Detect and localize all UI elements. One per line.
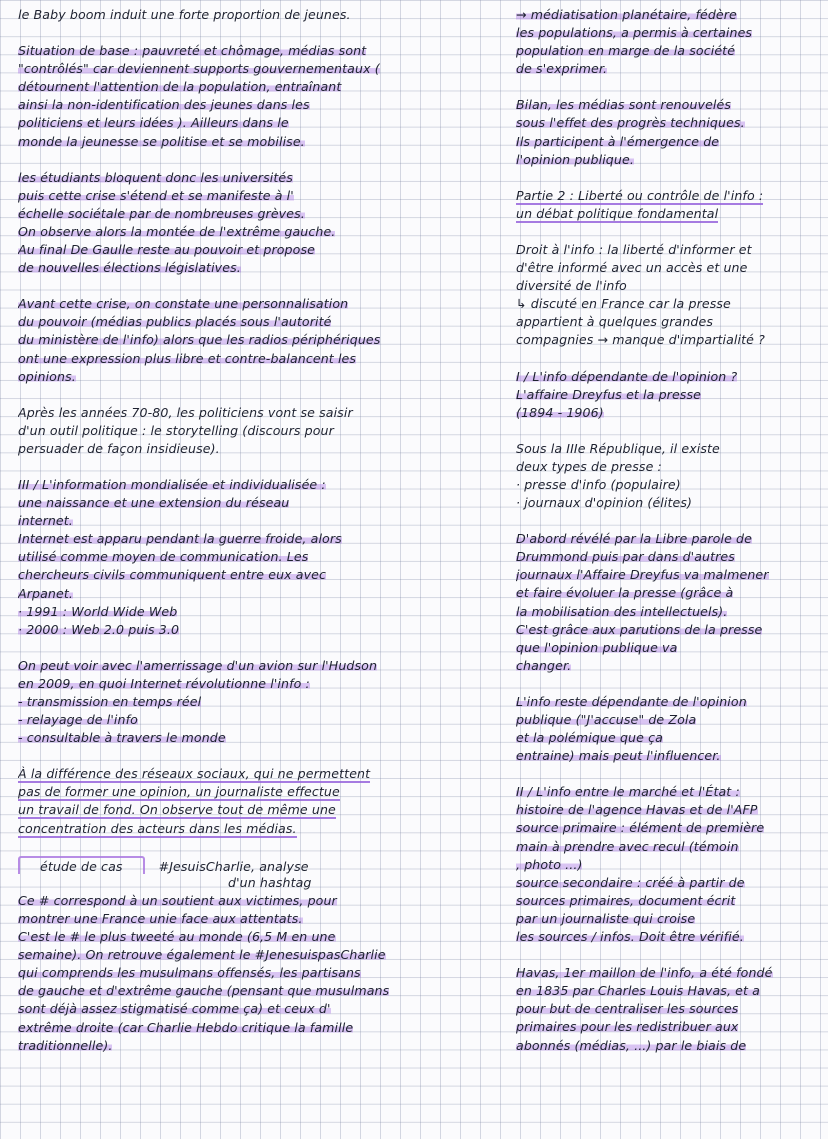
- text-line: que l'opinion publique va: [516, 639, 678, 655]
- text-line: ↳ discuté en France car la presse: [516, 296, 731, 312]
- text-line: persuader de façon insidieuse).: [18, 440, 220, 456]
- text-line: de s'exprimer.: [516, 61, 608, 77]
- case-study-block: [18, 856, 410, 1055]
- text-line: détournent l'attention de la population, entraînant: [18, 79, 342, 95]
- text-line: traditionnelle).: [18, 1037, 113, 1053]
- left-paragraph: [18, 6, 410, 24]
- right-paragraph: [516, 96, 816, 168]
- text-line: et la polémique que ça: [516, 730, 663, 746]
- text-line: utilisé comme moyen de communication. Les: [18, 549, 309, 565]
- right-paragraph: [516, 241, 816, 350]
- text-line: Drummond puis par dans d'autres: [516, 549, 735, 565]
- case-study-title: #JesuisCharlie, analyse: [158, 858, 309, 874]
- right-paragraph: [516, 6, 816, 78]
- text-line: par un journaliste qui croise: [516, 910, 696, 926]
- text-line: On observe alors la montée de l'extrême gauche.: [18, 223, 336, 239]
- text-line: une naissance et une extension du réseau: [18, 495, 290, 511]
- text-line: un débat politique fondamental: [516, 205, 719, 221]
- text-line: sources primaires, document écrit: [516, 892, 736, 908]
- text-line: compagnies → manque d'impartialité ?: [516, 332, 765, 348]
- text-line: diversité de l'info: [516, 278, 627, 294]
- text-line: À la différence des réseaux sociaux, qui ne permettent: [18, 766, 371, 782]
- text-line: Après les années 70-80, les politiciens vont se saisir: [18, 404, 353, 420]
- text-line: extrême droite (car Charlie Hebdo critique la famille: [18, 1019, 354, 1035]
- text-line: la mobilisation des intellectuels).: [516, 603, 728, 619]
- text-line: journaux l'Affaire Dreyfus va malmener: [516, 567, 769, 583]
- text-line: concentration des acteurs dans les médias.: [18, 820, 297, 836]
- text-line: Ils participent à l'émergence de: [516, 133, 720, 149]
- text-line: pas de former une opinion, un journaliste effectue: [18, 784, 340, 800]
- text-line: · 2000 : Web 2.0 puis 3.0: [18, 621, 180, 637]
- text-line: internet.: [18, 513, 73, 529]
- text-line: politiciens et leurs idées ). Ailleurs dans le: [18, 115, 289, 131]
- left-column: [18, 6, 410, 1073]
- text-line: changer.: [516, 657, 572, 673]
- text-line: et faire évoluer la presse (grâce à: [516, 585, 734, 601]
- text-line: C'est grâce aux parutions de la presse: [516, 621, 763, 637]
- case-study-subtitle: d'un hashtag: [228, 874, 312, 890]
- text-line: III / L'information mondialisée et individualisée :: [18, 476, 326, 492]
- text-line: Havas, 1er maillon de l'info, a été fondé: [516, 965, 773, 981]
- text-line: II / L'info entre le marché et l'État :: [516, 784, 740, 800]
- text-line: I / L'info dépendante de l'opinion ?: [516, 368, 738, 384]
- text-line: les populations, a permis à certaines: [516, 25, 753, 41]
- text-line: · 1991 : World Wide Web: [18, 603, 178, 619]
- left-paragraph: [18, 295, 410, 385]
- text-line: les sources / infos. Doit être vérifié.: [516, 929, 744, 945]
- text-line: source primaire : élément de première: [516, 820, 765, 836]
- right-paragraph: [516, 440, 816, 512]
- text-line: chercheurs civils communiquent entre eux avec: [18, 567, 327, 583]
- text-line: primaires pour les redistribuer aux: [516, 1019, 739, 1035]
- text-line: - relayage de l'info: [18, 712, 138, 728]
- right-paragraph: [516, 693, 816, 765]
- text-line: les étudiants bloquent donc les universités: [18, 169, 293, 185]
- text-line: C'est le # le plus tweeté au monde (6,5 M en une: [18, 929, 336, 945]
- text-line: du ministère de l'info) alors que les radios périphériques: [18, 332, 381, 348]
- right-column: [516, 6, 816, 1073]
- text-line: l'opinion publique.: [516, 151, 634, 167]
- text-line: montrer une France unie face aux attentats.: [18, 910, 303, 926]
- text-line: - transmission en temps réel: [18, 694, 202, 709]
- text-line: publique ("J'accuse" de Zola: [516, 712, 697, 727]
- text-line: Avant cette crise, on constate une personnalisation: [18, 296, 349, 312]
- text-line: Sous la IIIe République, il existe: [516, 440, 720, 456]
- text-line: L'info reste dépendante de l'opinion: [516, 693, 747, 709]
- text-line: → médiatisation planétaire, fédère: [516, 7, 737, 22]
- text-line: source secondaire : créé à partir de: [516, 874, 745, 890]
- text-line: Ce # correspond à un soutient aux victimes, pour: [18, 892, 337, 908]
- text-line: main à prendre avec recul (témoin: [516, 838, 739, 854]
- text-line: qui comprends les musulmans offensés, les partisans: [18, 965, 361, 981]
- left-paragraph: [18, 42, 410, 151]
- case-study-heading: [18, 856, 410, 874]
- text-line: sont déjà assez stigmatisé comme ça) et ceux d': [18, 1001, 331, 1017]
- text-line: monde la jeunesse se politise et se mobilise.: [18, 133, 305, 149]
- text-line: ont une expression plus libre et contre-balancent les: [18, 350, 357, 366]
- right-paragraph: [516, 783, 816, 946]
- text-line: semaine). On retrouve également le #JenesuispasCharlie: [18, 947, 386, 963]
- left-paragraph: [18, 476, 410, 639]
- text-line: Au final De Gaulle reste au pouvoir et propose: [18, 242, 315, 258]
- left-paragraph: [18, 169, 410, 278]
- text-line: d'un outil politique : le storytelling (discours pour: [18, 422, 334, 438]
- text-line: sous l'effet des progrès techniques.: [516, 115, 745, 131]
- text-line: Arpanet.: [18, 585, 73, 601]
- text-line: Bilan, les médias sont renouvelés: [516, 97, 732, 113]
- text-line: entraine) mais peut l'influencer.: [516, 748, 721, 764]
- text-line: un travail de fond. On observe tout de même une: [18, 802, 336, 818]
- left-paragraph: [18, 657, 410, 747]
- text-line: (1894 - 1906): [516, 404, 604, 420]
- text-line: L'affaire Dreyfus et la presse: [516, 386, 701, 402]
- text-line: d'être informé avec un accès et une: [516, 260, 748, 276]
- text-line: "contrôlés" car deviennent supports gouvernementaux (: [18, 61, 380, 77]
- text-line: D'abord révélé par la Libre parole de: [516, 531, 752, 547]
- right-paragraph: [516, 187, 816, 223]
- text-line: puis cette crise s'étend et se manifeste à l': [18, 187, 294, 203]
- text-line: opinions.: [18, 368, 76, 384]
- text-line: · presse d'info (populaire): [516, 476, 681, 492]
- text-line: deux types de presse :: [516, 458, 662, 474]
- text-line: abonnés (médias, ...) par le biais de: [516, 1037, 747, 1053]
- text-line: de gauche et d'extrême gauche (pensant que musulmans: [18, 983, 390, 999]
- text-line: appartient à quelques grandes: [516, 314, 714, 330]
- text-line: le Baby boom induit une forte proportion de jeunes.: [18, 7, 351, 22]
- text-line: - consultable à travers le monde: [18, 730, 226, 746]
- text-line: pour but de centraliser les sources: [516, 1001, 739, 1017]
- right-paragraph: [516, 530, 816, 675]
- text-line: Partie 2 : Liberté ou contrôle de l'info :: [516, 187, 764, 203]
- left-paragraph: [18, 765, 410, 837]
- text-line: Situation de base : pauvreté et chômage, médias sont: [18, 43, 367, 59]
- text-line: On peut voir avec l'amerrissage d'un avion sur l'Hudson: [18, 657, 378, 673]
- text-line: Internet est apparu pendant la guerre froide, alors: [18, 531, 342, 547]
- text-line: échelle sociétale par de nombreuses grèves.: [18, 205, 305, 221]
- left-paragraph: [18, 404, 410, 458]
- text-line: histoire de l'agence Havas et de l'AFP: [516, 802, 758, 818]
- text-line: , photo ...): [516, 856, 583, 872]
- text-line: Droit à l'info : la liberté d'informer et: [516, 241, 752, 257]
- right-paragraph: [516, 964, 816, 1054]
- text-line: ainsi la non-identification des jeunes dans les: [18, 97, 310, 113]
- text-line: · journaux d'opinion (élites): [516, 495, 693, 511]
- text-line: de nouvelles élections législatives.: [18, 260, 241, 276]
- right-paragraph: [516, 368, 816, 422]
- case-study-label: étude de cas: [18, 856, 145, 874]
- text-line: population en marge de la société: [516, 43, 736, 59]
- text-line: en 2009, en quoi Internet révolutionne l'info :: [18, 675, 310, 691]
- text-line: du pouvoir (médias publics placés sous l'autorité: [18, 314, 332, 330]
- text-line: en 1835 par Charles Louis Havas, et a: [516, 983, 760, 999]
